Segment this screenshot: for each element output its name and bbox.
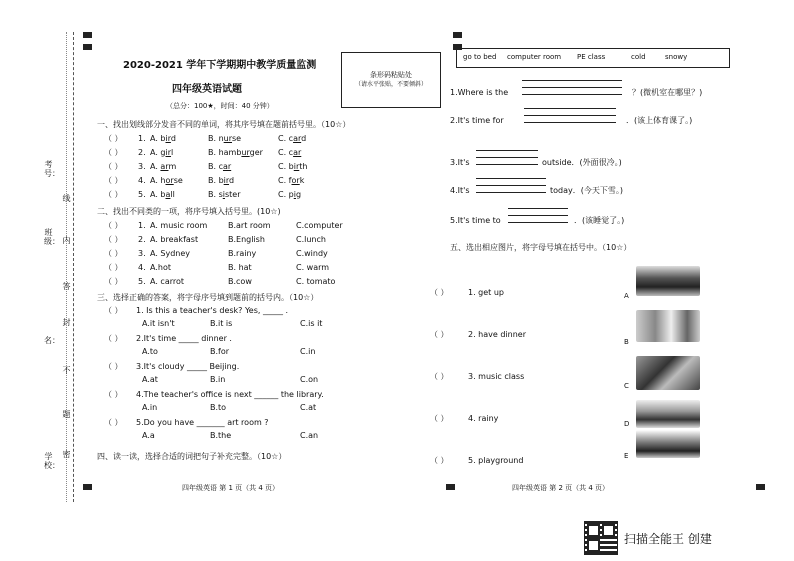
watermark-text: 扫描全能王 创建 xyxy=(624,532,712,546)
option-a: A.it isn't xyxy=(142,319,175,328)
question-hint: outside．(外面很冷。) xyxy=(542,158,622,167)
answer-paren[interactable]: （ ） xyxy=(104,176,123,185)
word-pre: b xyxy=(288,162,294,171)
question-number: 3. xyxy=(138,249,146,258)
word-bank-box xyxy=(456,48,730,68)
word-underlined: or xyxy=(291,176,300,185)
binding-word: 线 xyxy=(62,194,71,203)
picture-e-playground xyxy=(636,430,700,458)
option-c xyxy=(278,134,306,144)
option-b: B.cow xyxy=(228,277,252,286)
option-a: A. music room xyxy=(150,221,208,230)
option-b: B.art room xyxy=(228,221,271,230)
option-a: A. breakfast xyxy=(150,235,199,244)
answer-paren[interactable]: （ ） xyxy=(104,263,123,272)
registration-mark xyxy=(453,32,462,38)
word-underlined: ar xyxy=(293,134,302,143)
answer-paren[interactable]: （ ） xyxy=(104,306,123,315)
option-letter: C. xyxy=(278,190,289,199)
option-a: A.to xyxy=(142,347,158,356)
word-underlined: ar xyxy=(293,148,302,157)
option-letter: A. xyxy=(150,162,161,171)
option-c: C.computer xyxy=(296,221,343,230)
word-underlined: i xyxy=(222,190,225,199)
question-text: 1. Is this a teacher's desk? Yes, _____ . xyxy=(136,306,289,315)
word-pre: p xyxy=(288,190,294,199)
match-item: 5. playground xyxy=(468,456,524,465)
question-number: 1. xyxy=(138,134,146,143)
answer-paren[interactable]: （ ） xyxy=(104,190,123,199)
option-a xyxy=(150,190,175,200)
option-letter: A. xyxy=(150,190,161,199)
binding-word: 答 xyxy=(62,282,71,291)
option-b: B.to xyxy=(210,403,227,412)
question-hint: ．(该睡觉了。) xyxy=(574,216,625,225)
match-item: 2. have dinner xyxy=(468,330,526,339)
answer-blank-line[interactable] xyxy=(476,192,546,193)
answer-blank-line[interactable] xyxy=(476,157,538,158)
binding-label-name: 名： xyxy=(44,336,60,345)
option-c: C. warm xyxy=(296,263,330,272)
answer-paren[interactable]: （ ） xyxy=(104,418,123,427)
word-post: ll xyxy=(170,190,175,199)
picture-b-have-dinner xyxy=(636,310,700,342)
option-a: A.in xyxy=(142,403,158,412)
registration-mark xyxy=(83,32,92,38)
option-b xyxy=(208,162,231,172)
question-number: 2. xyxy=(138,235,146,244)
option-c: C.an xyxy=(300,431,319,440)
word-post: d xyxy=(301,134,307,143)
picture-a-get-up xyxy=(636,266,700,296)
word-post: l xyxy=(171,148,174,157)
binding-word: 不 xyxy=(62,366,71,375)
word-bank-item: go to bed xyxy=(463,53,497,61)
option-letter: B. xyxy=(208,134,219,143)
section-1-title: 一、找出划线部分发音不同的单词，将其序号填在题前括号里。（10☆） xyxy=(97,120,351,129)
word-post: k xyxy=(299,176,305,185)
option-letter: A. xyxy=(150,134,161,143)
option-a xyxy=(150,148,173,158)
word-pre: c xyxy=(218,162,223,171)
answer-blank-line[interactable] xyxy=(476,164,538,165)
word-underlined: ir xyxy=(165,134,171,143)
word-pre: hamb xyxy=(218,148,242,157)
answer-paren[interactable]: （ ） xyxy=(430,456,449,465)
option-b xyxy=(208,134,241,144)
binding-word: 内 xyxy=(62,236,71,245)
footer-page-1: 四年级英语 第 1 页（共 4 页） xyxy=(182,484,280,492)
binding-word: 题 xyxy=(62,410,71,419)
answer-blank-line[interactable] xyxy=(476,178,546,179)
answer-blank-line[interactable] xyxy=(524,115,616,116)
question-number: 4. xyxy=(138,263,146,272)
word-pre: b xyxy=(160,190,166,199)
option-b: B.for xyxy=(210,347,230,356)
option-a: A.hot xyxy=(150,263,171,272)
word-bank xyxy=(457,49,729,67)
answer-paren[interactable]: （ ） xyxy=(430,372,449,381)
word-pre: n xyxy=(218,134,224,143)
option-c: C.windy xyxy=(296,249,328,258)
answer-paren[interactable]: （ ） xyxy=(104,249,123,258)
option-letter: C. xyxy=(278,162,289,171)
option-c: C.lunch xyxy=(296,235,326,244)
option-letter: B. xyxy=(208,162,219,171)
question-text: 2.It's time _____ dinner . xyxy=(136,334,232,343)
word-post: se xyxy=(173,176,183,185)
word-underlined: ur xyxy=(241,148,250,157)
word-pre: h xyxy=(160,176,166,185)
barcode-note: （请水平张贴，不要倾斜） xyxy=(354,81,427,88)
word-post: g xyxy=(295,190,302,199)
registration-mark xyxy=(83,44,92,50)
word-underlined: ir xyxy=(165,148,172,157)
question-text: 3.It's xyxy=(450,158,470,167)
footer-page-2: 四年级英语 第 2 页（共 4 页） xyxy=(512,484,610,492)
binding-dotted-line xyxy=(66,32,67,502)
option-letter: B. xyxy=(208,176,219,185)
word-pre: c xyxy=(288,134,294,143)
option-b: B.rainy xyxy=(228,249,257,258)
word-pre: b xyxy=(160,134,166,143)
word-underlined: ar xyxy=(222,162,232,171)
option-a: A.at xyxy=(142,375,158,384)
option-letter: B. xyxy=(208,148,219,157)
answer-blank-line[interactable] xyxy=(508,208,568,209)
question-hint: ．(该上体育课了。) xyxy=(626,116,693,125)
word-bank-item: cold xyxy=(631,53,646,61)
question-number: 1. xyxy=(138,221,146,230)
answer-paren[interactable]: （ ） xyxy=(104,390,123,399)
answer-paren[interactable]: （ ） xyxy=(104,362,123,371)
picture-letter: D xyxy=(624,420,630,428)
option-b xyxy=(208,176,234,186)
answer-blank-line[interactable] xyxy=(508,222,568,223)
answer-paren[interactable]: （ ） xyxy=(430,288,449,297)
question-text: 5.Do you have _______ art room ? xyxy=(136,418,269,427)
word-post: th xyxy=(299,162,308,171)
answer-paren[interactable]: （ ） xyxy=(104,148,123,157)
option-letter: B. xyxy=(208,190,219,199)
question-hint: today．(今天下雪。) xyxy=(550,186,623,195)
word-bank-item: PE class xyxy=(577,53,606,61)
exam-title: 2020-2021 学年下学期期中教学质量监测 xyxy=(123,60,317,71)
barcode-box xyxy=(341,52,441,108)
option-c xyxy=(278,190,301,200)
picture-letter: A xyxy=(624,292,629,300)
answer-blank-line[interactable] xyxy=(522,94,622,95)
option-c xyxy=(278,162,307,172)
word-bank-item: snowy xyxy=(665,53,688,61)
word-underlined: ir xyxy=(293,162,300,171)
question-text: 3.It's cloudy _____ Beijing. xyxy=(136,362,240,371)
option-letter: A. xyxy=(150,148,161,157)
answer-paren[interactable]: （ ） xyxy=(104,277,123,286)
section-4-title: 四、读一读，选择合适的词把句子补充完整。（10☆） xyxy=(97,452,287,461)
option-c: C.in xyxy=(300,347,316,356)
word-underlined: or xyxy=(165,176,174,185)
word-post: m xyxy=(168,162,177,171)
option-letter: C. xyxy=(278,134,289,143)
binding-word: 密 xyxy=(62,450,71,459)
word-underlined: i xyxy=(293,190,296,199)
binding-dashed-line xyxy=(73,32,74,502)
option-a: A.a xyxy=(142,431,155,440)
word-underlined: ir xyxy=(223,176,230,185)
question-number: 4. xyxy=(138,176,146,185)
word-underlined: ur xyxy=(223,134,233,143)
option-a xyxy=(150,134,176,144)
option-b: B.the xyxy=(210,431,232,440)
binding-label-exam-no: 考号： xyxy=(44,160,60,178)
question-number: 2. xyxy=(138,148,146,157)
option-b: B. hat xyxy=(228,263,252,272)
answer-blank-line[interactable] xyxy=(508,215,568,216)
word-post: ster xyxy=(224,190,241,199)
option-c: C.on xyxy=(300,375,319,384)
answer-blank-line[interactable] xyxy=(476,150,538,151)
exam-meta: （总分：100★，时间：40 分钟） xyxy=(166,102,274,110)
match-item: 4. rainy xyxy=(468,414,499,423)
picture-d-rainy xyxy=(636,400,700,428)
answer-paren[interactable]: （ ） xyxy=(104,334,123,343)
section-3-title: 三、选择正确的答案，将字母序号填到题前的括号内。（10☆） xyxy=(97,293,319,302)
option-c: C.at xyxy=(300,403,317,412)
section-5-title: 五、选出相应图片，将字母号填在括号中。（10☆） xyxy=(450,243,632,252)
picture-letter: E xyxy=(624,452,629,460)
answer-paren[interactable]: （ ） xyxy=(430,414,449,423)
answer-paren[interactable]: （ ） xyxy=(104,235,123,244)
answer-blank-line[interactable] xyxy=(522,87,622,88)
binding-label-class: 班级： xyxy=(44,228,60,246)
word-post: ger xyxy=(249,148,263,157)
option-c: C. tomato xyxy=(296,277,336,286)
answer-blank-line[interactable] xyxy=(522,80,622,81)
option-b: B.in xyxy=(210,375,226,384)
answer-blank-line[interactable] xyxy=(476,185,546,186)
option-b xyxy=(208,148,263,158)
picture-letter: B xyxy=(624,338,629,346)
registration-mark xyxy=(446,484,455,490)
question-number: 3. xyxy=(138,162,146,171)
registration-mark xyxy=(756,484,765,490)
option-c xyxy=(278,148,301,158)
word-pre: g xyxy=(160,148,166,157)
match-item: 3. music class xyxy=(468,372,525,381)
word-underlined: a xyxy=(165,190,171,199)
question-number: 5. xyxy=(138,277,146,286)
word-pre: c xyxy=(288,148,294,157)
question-text: 4.It's xyxy=(450,186,470,195)
option-letter: A. xyxy=(150,176,161,185)
answer-blank-line[interactable] xyxy=(524,122,616,123)
answer-paren[interactable]: （ ） xyxy=(104,162,123,171)
section-2-title: 二、找出不同类的一项，将序号填入括号里。(10☆) xyxy=(97,207,281,216)
qr-code-icon xyxy=(585,522,617,554)
question-text: 5.It's time to xyxy=(450,216,501,225)
word-post: d xyxy=(229,176,235,185)
word-pre: b xyxy=(218,176,224,185)
picture-letter: C xyxy=(624,382,629,390)
match-item: 1. get up xyxy=(468,288,505,297)
binding-word: 封 xyxy=(62,318,71,327)
answer-paren[interactable]: （ ） xyxy=(430,330,449,339)
exam-subtitle: 四年级英语试题 xyxy=(172,84,242,95)
option-a xyxy=(150,162,176,172)
word-bank-item: computer room xyxy=(507,53,562,61)
option-b xyxy=(208,190,241,200)
answer-paren[interactable]: （ ） xyxy=(104,221,123,230)
word-underlined: ar xyxy=(160,162,169,171)
question-text: 4.The teacher's office is next ______ the library. xyxy=(136,390,324,399)
option-letter: C. xyxy=(278,176,289,185)
word-post: se xyxy=(232,134,242,143)
question-text: 2.It's time for xyxy=(450,116,504,125)
question-text: 1.Where is the xyxy=(450,88,509,97)
question-hint: ？(微机室在哪里？) xyxy=(632,88,703,97)
barcode-label: 条形码粘贴处 xyxy=(370,71,412,79)
picture-c-classroom xyxy=(636,356,700,390)
answer-blank-line[interactable] xyxy=(524,108,616,109)
option-a: A. carrot xyxy=(150,277,185,286)
binding-label-school: 学校： xyxy=(44,452,60,470)
option-letter: C. xyxy=(278,148,289,157)
option-c: C.is it xyxy=(300,319,323,328)
word-post: d xyxy=(170,134,176,143)
word-pre: s xyxy=(218,190,223,199)
option-b: B.English xyxy=(228,235,265,244)
answer-paren[interactable]: （ ） xyxy=(104,134,123,143)
registration-mark xyxy=(83,484,92,490)
word-pre: f xyxy=(288,176,292,185)
option-a: A. Sydney xyxy=(150,249,191,258)
option-b: B.it is xyxy=(210,319,233,328)
option-a xyxy=(150,176,183,186)
option-c xyxy=(278,176,304,186)
question-number: 5. xyxy=(138,190,146,199)
